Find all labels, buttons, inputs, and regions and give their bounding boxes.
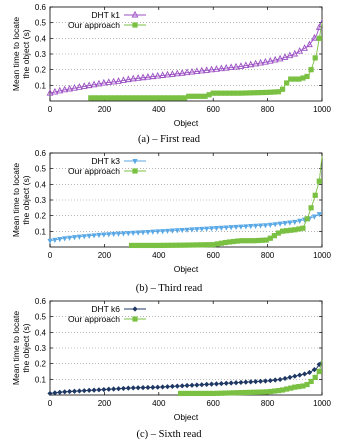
data-point	[214, 381, 219, 386]
data-point	[214, 226, 219, 231]
data-point	[194, 227, 199, 232]
y-axis-label: Mean time to locate	[11, 16, 21, 92]
y-tick-label: 0.1	[34, 81, 46, 91]
series-2	[178, 361, 322, 397]
y-tick-label: 0.5	[34, 312, 46, 322]
data-point	[268, 378, 273, 383]
data-point	[131, 385, 136, 390]
data-point	[302, 371, 307, 376]
x-tick-label: 0	[47, 399, 53, 408]
data-point	[204, 227, 209, 232]
data-point	[189, 383, 194, 388]
data-point	[287, 375, 292, 380]
x-tick-label: 800	[260, 105, 275, 114]
data-point	[155, 385, 160, 390]
x-tick-label: 800	[260, 251, 275, 260]
data-point	[224, 225, 229, 230]
y-tick-label: 0.1	[34, 227, 46, 237]
y-axis-label: Mean time to locate	[11, 162, 21, 238]
y-axis-label: the object (s)	[21, 29, 31, 79]
data-point	[180, 228, 185, 233]
data-point	[194, 382, 199, 387]
data-point	[106, 232, 111, 237]
x-tick-label: 600	[206, 105, 220, 114]
x-axis-label: Object	[173, 264, 199, 274]
x-tick-label: 0	[47, 105, 53, 114]
data-point	[67, 389, 72, 394]
data-point	[233, 225, 238, 230]
data-point	[253, 224, 258, 229]
data-point	[121, 386, 126, 391]
x-tick-label: 400	[152, 251, 166, 260]
series-line	[50, 213, 322, 241]
data-point	[263, 223, 268, 228]
data-point	[199, 382, 204, 387]
data-point	[77, 388, 82, 393]
data-point	[307, 370, 312, 375]
series-2	[129, 156, 322, 248]
legend-marker	[132, 316, 137, 321]
data-point	[150, 385, 155, 390]
data-point	[72, 389, 77, 394]
data-point	[160, 384, 165, 389]
legend-label: DHT k1	[91, 10, 120, 20]
y-tick-label: 0.3	[34, 344, 46, 353]
data-point	[165, 229, 170, 234]
x-tick-label: 1000	[313, 105, 331, 114]
data-point	[155, 229, 160, 234]
legend-label: Our approach	[68, 166, 120, 176]
data-point	[304, 74, 309, 79]
data-point	[91, 388, 96, 393]
x-axis-label: Object	[173, 118, 199, 128]
data-point	[309, 205, 314, 210]
data-point	[140, 385, 145, 390]
data-point	[126, 386, 131, 391]
y-tick-label: 0.6	[34, 3, 46, 12]
legend-marker	[132, 12, 137, 17]
data-point	[304, 216, 309, 221]
legend-marker	[132, 22, 137, 27]
y-tick-label: 0.1	[34, 375, 46, 385]
data-point	[204, 382, 209, 387]
data-point	[57, 390, 62, 395]
data-point	[229, 380, 234, 385]
data-point	[219, 381, 224, 386]
data-point	[280, 87, 285, 92]
data-point	[131, 231, 136, 236]
series-line	[91, 23, 322, 98]
data-point	[47, 239, 52, 244]
data-point	[96, 387, 101, 392]
series-line	[50, 20, 322, 94]
data-point	[243, 224, 248, 229]
data-point	[292, 374, 297, 379]
x-tick-label: 1000	[313, 251, 331, 260]
x-tick-label: 1000	[313, 399, 331, 408]
y-tick-label: 0.5	[34, 164, 46, 174]
legend-label: DHT k6	[91, 304, 120, 314]
data-point	[313, 55, 318, 60]
data-point	[150, 230, 155, 235]
x-tick-label: 600	[206, 251, 220, 260]
data-point	[258, 223, 263, 228]
data-point	[160, 229, 165, 234]
data-point	[253, 379, 258, 384]
data-point	[175, 384, 180, 389]
data-point	[248, 224, 253, 229]
legend	[68, 304, 146, 324]
x-tick-label: 600	[206, 399, 220, 408]
legend-marker	[132, 168, 137, 173]
data-point	[126, 231, 131, 236]
data-point	[258, 379, 263, 384]
x-tick-label: 0	[47, 251, 53, 260]
data-point	[317, 179, 322, 184]
panel-caption: (a) – First read	[137, 134, 201, 145]
series-1	[47, 212, 322, 244]
chart-panel-3	[11, 297, 331, 440]
data-point	[243, 380, 248, 385]
legend	[68, 156, 146, 176]
data-point	[313, 375, 318, 380]
series-1	[47, 20, 322, 96]
data-point	[224, 381, 229, 386]
data-point	[165, 384, 170, 389]
data-point	[219, 226, 224, 231]
panel-caption: (b) – Third read	[135, 283, 203, 294]
y-axis-label: Mean time to locate	[11, 310, 21, 386]
data-point	[140, 230, 145, 235]
y-tick-label: 0.6	[34, 297, 46, 306]
data-point	[106, 387, 111, 392]
data-point	[209, 226, 214, 231]
data-point	[278, 377, 283, 382]
legend-label: DHT k3	[91, 156, 120, 166]
data-point	[145, 230, 150, 235]
data-point	[317, 36, 322, 41]
data-point	[297, 372, 302, 377]
data-point	[233, 380, 238, 385]
y-tick-label: 0.2	[34, 359, 46, 369]
data-point	[145, 385, 150, 390]
data-point	[309, 67, 314, 72]
x-tick-label: 200	[97, 251, 112, 260]
y-tick-label: 0.6	[34, 149, 46, 158]
data-point	[62, 389, 67, 394]
data-point	[180, 383, 185, 388]
y-tick-label: 0.2	[34, 65, 46, 75]
x-tick-label: 800	[260, 399, 275, 408]
y-tick-label: 0.5	[34, 18, 46, 28]
legend-marker	[132, 159, 137, 164]
y-axis-label: the object (s)	[21, 175, 31, 225]
data-point	[175, 228, 180, 233]
legend	[68, 10, 146, 30]
chart-panel-2	[11, 149, 331, 294]
x-tick-label: 200	[97, 105, 112, 114]
data-point	[238, 225, 243, 230]
data-point	[184, 383, 189, 388]
data-point	[111, 386, 116, 391]
data-point	[238, 380, 243, 385]
data-point	[101, 387, 106, 392]
data-point	[189, 227, 194, 232]
data-point	[248, 379, 253, 384]
y-tick-label: 0.3	[34, 196, 46, 205]
data-point	[170, 384, 175, 389]
data-point	[87, 388, 92, 393]
legend-label: Our approach	[68, 314, 120, 324]
panel-caption: (c) – Sixth read	[136, 429, 202, 440]
data-point	[136, 231, 141, 236]
legend-label: Our approach	[68, 20, 120, 30]
data-point	[116, 386, 121, 391]
data-point	[121, 231, 126, 236]
data-point	[317, 369, 322, 374]
series-2	[88, 23, 322, 101]
data-point	[273, 377, 278, 382]
data-point	[282, 376, 287, 381]
y-tick-label: 0.4	[34, 180, 46, 190]
y-axis-label: the object (s)	[21, 323, 31, 373]
y-tick-label: 0.4	[34, 34, 46, 44]
legend-marker	[132, 306, 137, 311]
data-point	[312, 367, 317, 372]
y-tick-label: 0.2	[34, 211, 46, 221]
data-point	[111, 232, 116, 237]
x-axis-label: Object	[173, 412, 199, 422]
chart-panel-1	[11, 3, 331, 145]
x-tick-label: 400	[152, 105, 166, 114]
y-tick-label: 0.3	[34, 50, 46, 59]
y-tick-label: 0.4	[34, 328, 46, 338]
data-point	[313, 193, 318, 198]
data-point	[116, 232, 121, 237]
data-point	[136, 385, 141, 390]
data-point	[300, 226, 305, 231]
data-point	[184, 228, 189, 233]
x-tick-label: 200	[97, 399, 112, 408]
data-point	[209, 382, 214, 387]
x-tick-label: 400	[152, 399, 166, 408]
data-point	[82, 388, 87, 393]
data-point	[229, 225, 234, 230]
